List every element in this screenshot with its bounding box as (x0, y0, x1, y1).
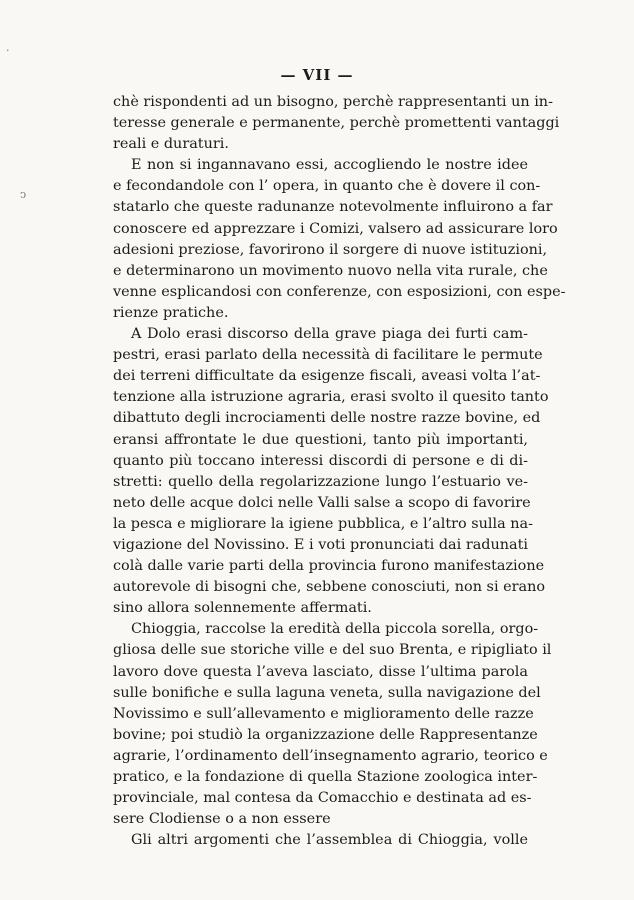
text-line: provinciale, mal contesa da Comacchio e destinata ad es- (113, 790, 532, 807)
text-line: agrarie, l’ordinamento dell’insegnamento agrario, teorico e (113, 747, 548, 764)
text-line: stretti: quello della regolarizzazione lungo l’estuario ve- (113, 473, 528, 490)
text-line: eransi affrontate le due questioni, tanto più importanti, (113, 431, 528, 448)
text-line: venne esplicandosi con conferenze, con esposizioni, con espe- (113, 283, 566, 300)
text-line: sere Clodiense o a non essere (113, 811, 331, 828)
text-line: sulle bonifiche e sulla laguna veneta, sulla navigazione del (113, 684, 541, 701)
text-line: chè rispondenti ad un bisogno, perchè rappresentanti un in- (113, 94, 553, 110)
text-line: conoscere ed apprezzare i Comizi, valsero ad assicurare loro (113, 220, 558, 237)
text-line: Chioggia, raccolse la eredità della piccola sorella, orgo- (131, 621, 539, 638)
text-line: bovine; poi studiò la organizzazione delle Rappresentanze (113, 726, 538, 743)
text-line: lavoro dove questa l’aveva lasciato, disse l’ultima parola (113, 663, 528, 680)
text-line: Gli altri argomenti che l’assemblea di Chioggia, volle (131, 832, 528, 849)
text-line: neto delle acque dolci nelle Valli salse a scopo di favorire (113, 494, 531, 511)
text-line: colà dalle varie parti della provincia furono manifestazione (113, 558, 545, 575)
margin-speck: · (6, 44, 10, 57)
text-line: rienze pratiche. (113, 304, 229, 321)
margin-speck: ↄ (20, 188, 27, 201)
text-line: la pesca e migliorare la igiene pubblica, e l’altro sulla na- (113, 515, 533, 532)
text-line: teresse generale e permanente, perchè promettenti vantaggi (113, 115, 560, 132)
text-line: quanto più toccano interessi discordi di persone e di di- (113, 452, 528, 469)
text-line: statarlo che queste radunanze notevolmente influirono a far (113, 199, 553, 216)
text-line: autorevole di bisogni che, sebbene conosciuti, non si erano (113, 579, 546, 596)
text-line: Novissimo e sull’allevamento e miglioramento delle razze (113, 705, 534, 722)
text-line: E non si ingannavano essi, accogliendo le nostre idee (131, 157, 528, 174)
text-line: reali e duraturi. (113, 136, 229, 153)
text-line: gliosa delle sue storiche ville e del suo Brenta, e ripigliato il (113, 642, 552, 659)
text-line: pestri, erasi parlato della necessità di facilitare le permute (113, 347, 543, 364)
text-line: e determinarono un movimento nuovo nella vita rurale, che (113, 262, 548, 279)
text-line: sino allora solennemente affermati. (113, 600, 372, 617)
text-line: dibattuto degli incrociamenti delle nostre razze bovine, ed (113, 410, 541, 427)
text-line: e fecondandole con l’ opera, in quanto che è dovere il con- (113, 178, 541, 195)
text-line: adesioni preziose, favorirono il sorgere di nuove istituzioni, (113, 241, 548, 258)
text-line: vigazione del Novissino. E i voti pronunciati dai radunati (113, 536, 528, 553)
text-line: A Dolo erasi discorso della grave piaga dei furti cam- (131, 326, 528, 343)
body-text (113, 92, 566, 851)
page-number: — VII — (280, 66, 354, 84)
text-line: tenzione alla istruzione agraria, erasi svolto il quesito tanto (113, 389, 549, 406)
text-line: pratico, e la fondazione di quella Stazione zoologica inter- (113, 769, 538, 785)
text-line: dei terreni difficultate da esigenze fiscali, aveasi volta l’at- (113, 368, 541, 385)
